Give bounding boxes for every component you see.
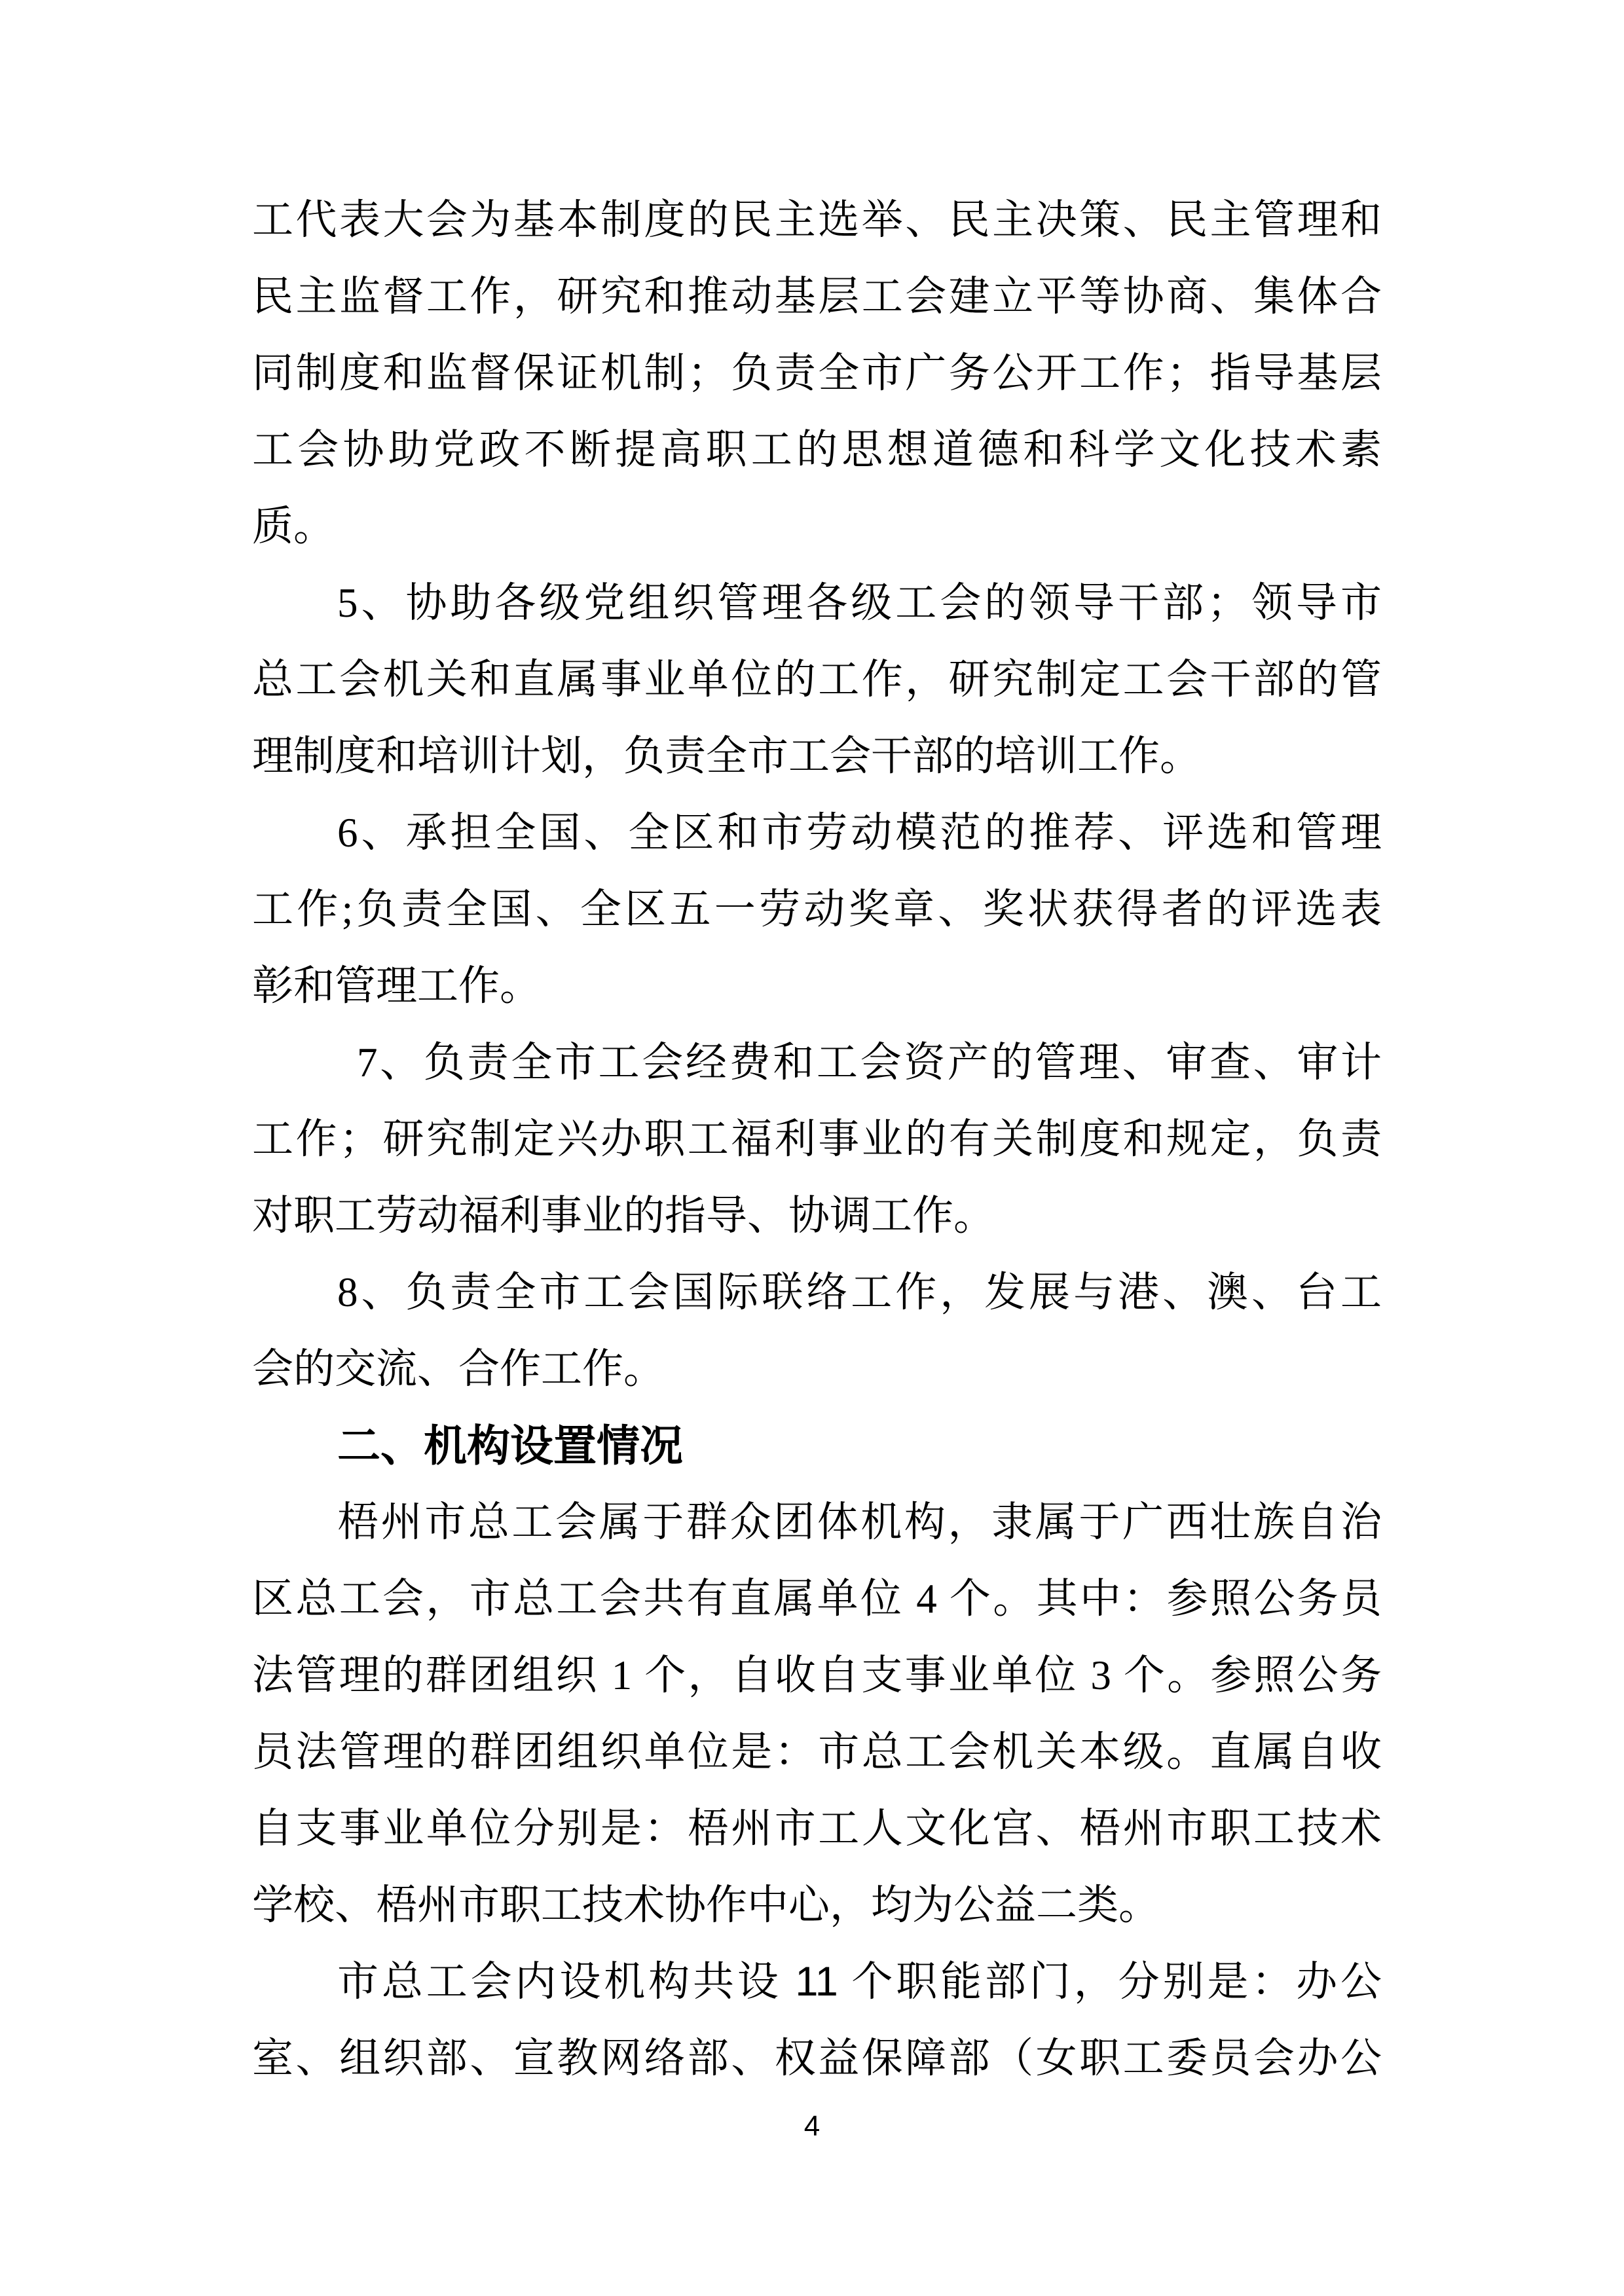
text-segment: 个职能部门，分别是：办公 bbox=[838, 1959, 1382, 2005]
text-line: 学校、梧州市职工技术协作中心，均为公益二类。 bbox=[252, 1882, 1160, 1928]
text-line: 6、承担全国、全区和市劳动模范的推荐、评选和管理 bbox=[337, 810, 1382, 856]
text-line: 工作;负责全国、全区五一劳动奖章、奖状获得者的评选表 bbox=[252, 886, 1382, 932]
section-heading: 二、机构设置情况 bbox=[337, 1421, 683, 1470]
text-line: 自支事业单位分别是：梧州市工人文化宫、梧州市职工技术 bbox=[252, 1806, 1382, 1851]
text-line: 彰和管理工作。 bbox=[252, 963, 541, 1009]
text-segment: 市总工会内设机构共设 bbox=[337, 1959, 796, 2005]
text-line: 8、负责全市工会国际联络工作，发展与港、澳、台工 bbox=[337, 1269, 1382, 1315]
text-line: 工代表大会为基本制度的民主选举、民主决策、民主管理和 bbox=[252, 197, 1382, 243]
text-line: 5、协助各级党组织管理各级工会的领导干部；领导市 bbox=[337, 580, 1382, 626]
document-text bbox=[252, 182, 1382, 2097]
page-number: 4 bbox=[803, 2110, 821, 2142]
text-line: 理制度和培训计划，负责全市工会干部的培训工作。 bbox=[252, 733, 1201, 779]
text-line: 同制度和监督保证机制；负责全市广务公开工作；指导基层 bbox=[252, 350, 1382, 396]
text-line: 法管理的群团组织 1 个，自收自支事业单位 3 个。参照公务 bbox=[252, 1652, 1382, 1698]
text-line: 民主监督工作，研究和推动基层工会建立平等协商、集体合 bbox=[252, 274, 1382, 319]
numeral-segment: 11 bbox=[795, 1959, 838, 2005]
text-line bbox=[252, 1944, 1382, 2020]
text-line: 工作；研究制定兴办职工福利事业的有关制度和规定，负责 bbox=[252, 1116, 1382, 1162]
text-line: 会的交流、合作工作。 bbox=[252, 1346, 665, 1392]
text-line: 工会协助党政不断提高职工的思想道德和科学文化技术素 bbox=[252, 427, 1382, 473]
text-line: 梧州市总工会属于群众团体机构，隶属于广西壮族自治 bbox=[337, 1499, 1382, 1545]
text-line: 室、组织部、宣教网络部、权益保障部（女职工委员会办公 bbox=[252, 2035, 1382, 2081]
text-line: 区总工会，市总工会共有直属单位 4 个。其中：参照公务员 bbox=[252, 1576, 1382, 1622]
text-line: 对职工劳动福利事业的指导、协调工作。 bbox=[252, 1193, 995, 1239]
text-line: 质。 bbox=[252, 503, 335, 549]
text-line: 员法管理的群团组织单位是：市总工会机关本级。直属自收 bbox=[252, 1729, 1382, 1775]
text-line: 7、负责全市工会经费和工会资产的管理、审查、审计 bbox=[357, 1040, 1382, 1085]
text-line: 总工会机关和直属事业单位的工作，研究制定工会干部的管 bbox=[252, 657, 1382, 702]
